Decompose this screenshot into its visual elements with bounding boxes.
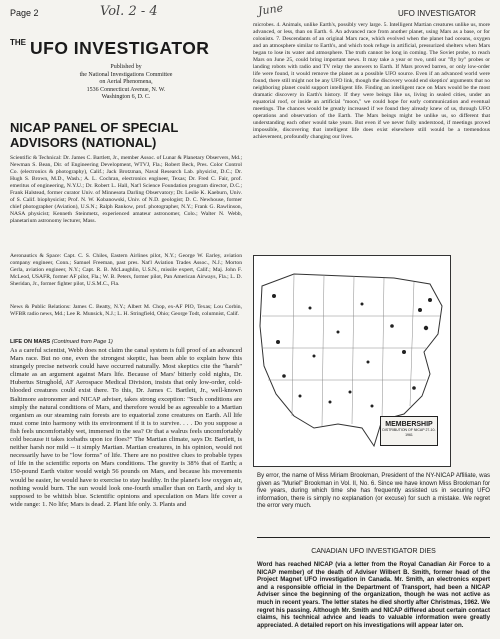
canadian-heading: CANADIAN UFO INVESTIGATOR DIES — [311, 548, 436, 555]
canadian-body: Word has reached NICAP (via a letter from the Royal Canadian Air Force to a NICAP member) of the death of Adviser Wilbert B. Smith, former head of the Project Magnet UFO investigation in Canada. Mr. Smith, an electronics expert and a responsible official in the Department of Transport, had been a NICAP Adviser since the beginning of the organization, though he was not active as much in recent years. The letter states he died shortly after Christmas, 1962. We regret his passing. Although Mr. Smith and NICAP differed about certain contact claims, his technical advice and leads to valuable information were greatly appreciated. A detailed report on his investigations will appear later on. — [257, 561, 490, 629]
panel-news-public-relations: News & Public Relations: James C. Beatty, N.Y.; Albert M. Chop, ex-AF PIO, Texas; Lou Corbin, WFBR radio news, Md.; Lee R. Munsick, N.J.; L. H. Stringfield, Ohio; George Todt, columnist, Calif. — [10, 304, 242, 317]
masthead-title: UFO INVESTIGATOR — [30, 38, 210, 58]
membership-map — [253, 255, 451, 467]
org-line-2: on Aerial Phenomena, — [99, 79, 153, 85]
address-line-1: 1536 Connecticut Avenue, N. W. — [86, 86, 166, 93]
address-line-2: Washington 6, D. C. — [101, 94, 151, 100]
life-on-mars-heading — [10, 339, 113, 345]
life-on-mars-body: As a careful scientist, Webb does not claim the canal system is full proof of an advanced Mars race. But no one, even the strongest skeptic, has been able to explain how this strangely precise network could have occurred naturally. Most skeptics cite the "harsh" climate as an argument against Mars life. Because of Mars' bitterly cold nights, Dr. Hubertus Strughold, AF Aerospace Medical Division, insists that only low-order, cold-blooded creatures could exist there. To this, Dr. James C. Bartlett, Jr., well-known Baltimore astronomer and NICAP adviser, takes strong exception: "Such conditions are simply the natural conditions of Mars, and therefore would be as agreeable to a Martian organism as our steaming rain forests are to equatorial zone creatures on Earth. All life must come into harmony with its environment if it is to survive. . . . Do you suppose a fish feels uncomfortably wet, immersed in the sea? Or that a walrus feels uncomfortably cold because it takes icebaths upon ice floes?" The Martian climate, says Dr. Bartlett, is neither harsh nor mild -- it simply Martian. Martian creatures, in his opinion, would not necessarily have to be "low forms" of life. There are no positive clues to probable types of life in the scientific reports on Mars conditions. The gravity is 38% that of Earth; a 150-pound Earth visitor would weigh 56 pounds on Mars, and because his movements would be easier, he would have to exercise to stay healthy. In the planet's low oxygen air, nothing would burn. The sun would look one-fourth smaller than on Earth, and sky is supposed to be whitish blue. Scientific opinions and speculation on Mars life cover a wide range: 1. No life; Mars is dead. 2. Plant life only. 3. Plants and — [10, 347, 242, 508]
org-line-1: the National Investigations Committee — [79, 71, 173, 78]
divider — [257, 537, 490, 538]
right-column-text: microbes. 4. Animals, unlike Earth's, possibly very large. 5. Intelligent Martian creatures unlike us, more advanced, or less, than on Earth. 6. An advanced race from another planet, using Mars as a base, or for colonists. 7. Descendants of an original Mars race, which evolved when the planet had oceans, oxygen and an atmosphere similar to Earth's, and which took refuge in artificial, pressurized shelters when Mars began to lose its water and atmosphere. The truth cannot be long in coming. The Soviet probe, to reach Mars on June 25, could bring important news. It may take a year or two, until our "fly by" probes or landing robots with radio and TV relay the answers to Earth. If Mars proved barren, or only low-order life were found, it would remove the planet as a possible UFO source. Even if an advanced world were found, there still might not be any UFO link, though the discovery would end skeptics' arguments that no neighboring planet could support intelligent life. Finding an intelligent race on Mars would be the most dramatic discovery in Earth's history. If they were beings like us, living in sealed cities, under an equatorial roof, or inside an artificial "moon," we could hope for early communication and eventual meetings. The chances would be greatly increased if we found they already knew of us, through UFO operations and observation of the Earth. The Mars beings might be unlike us, so different that understanding each other would take years. But even if we never fully understood, if meetings proved impossible, discovering that intelligent life does exist elsewhere still would be a tremendous achievement, profoundly changing our lives. — [253, 22, 490, 140]
panel-heading-line-1: NICAP PANEL OF SPECIAL — [10, 120, 179, 135]
handwritten-date-note: June — [257, 1, 284, 18]
masthead-the: THE — [10, 38, 26, 47]
continued-note: (Continued from Page 1) — [51, 339, 113, 345]
panel-heading-line-2: ADVISORS (NATIONAL) — [10, 135, 157, 150]
running-header: UFO INVESTIGATOR — [398, 9, 476, 18]
membership-badge-sub: DISTRIBUTION OF NICAP 27-10-1961 — [382, 428, 436, 437]
membership-badge-title: MEMBERSHIP — [385, 421, 433, 428]
published-by: Published by — [110, 64, 142, 70]
panel-aeronautics-space: Aeronautics & Space: Capt. C. S. Chiles, Eastern Airlines pilot, N.Y.; George W. Earley, aviation company engineer, Conn.; Samuel Freeman, past pres. Nat'l Aviation Trades Assoc., N.J.; Morton Gerla, aviation engineer, N.Y.; Capt. R. B. McLaughlin, U.S.N., missile expert, Calif.; Maj. John F. McLeod, USAFR, former AF pilot, Fla.; W. B. Peters, former pilot, Pan American Airways, Fla.; L. D. Sheridan, Jr., former fighter pilot, U.S.M.C., Fla. — [10, 253, 242, 287]
page-number: Page 2 — [10, 8, 39, 18]
life-on-mars-title: LIFE ON MARS — [10, 339, 51, 345]
membership-badge — [380, 416, 438, 446]
handwritten-volume-note: Vol. 2 - 4 — [100, 4, 158, 19]
brookman-correction: By error, the name of Miss Miriam Brookman, President of the NY-NICAP Affiliate, was given as "Muriel" Brookman in Vol. II, No. 6. Since we have known Miss Brookman for five years, during which time she has frequently assisted us in securing UFO information, there is simply no explanation (or excuse) for such a mistake. We regret the error very much. — [257, 472, 490, 510]
panel-scientific-technical: Scientific & Technical: Dr. James C. Bartlett, Jr., member Assoc. of Lunar & Planetary Observers, Md.; Newman S. Bean, Dir. of Engineering Development, WTVJ, Fla.; Robert Beck, Pres. Color Control Co. (electronics & photography), Calif.; Jack Brotzman, Naval Research Lab. physicist, D.C.; Dr. Hugh S. Brown, M.D., Wash.; A. L. Cochran, electronics engineer, Texas; Dr. Fred C. Fair, prof. emeritus of engineering, N.Y.U.; Dr. Robert L. Hall, Nat'l Science Foundation program director, D.C.; Frank Halstead, former curator Univ. of Minnesota Darling Observatory; Dr. Leslie K. Kaeburn, Univ. of S. Calif. biophysicist; Prof. N. W. Kobanowski, Univ. of N.D. geologist; D. C. Newhouse, former chief photographer (Aviation), U.S.N.; Ralph Rankow, prof. photographer, N.Y.; Frank G. Rawlinson, NASA physicist; Kenneth Steinmetz, experienced amateur astronomer, Colo.; Walter N. Webb, planetarium astronomy lecturer, Mass. — [10, 155, 242, 224]
panel-heading — [10, 120, 178, 150]
